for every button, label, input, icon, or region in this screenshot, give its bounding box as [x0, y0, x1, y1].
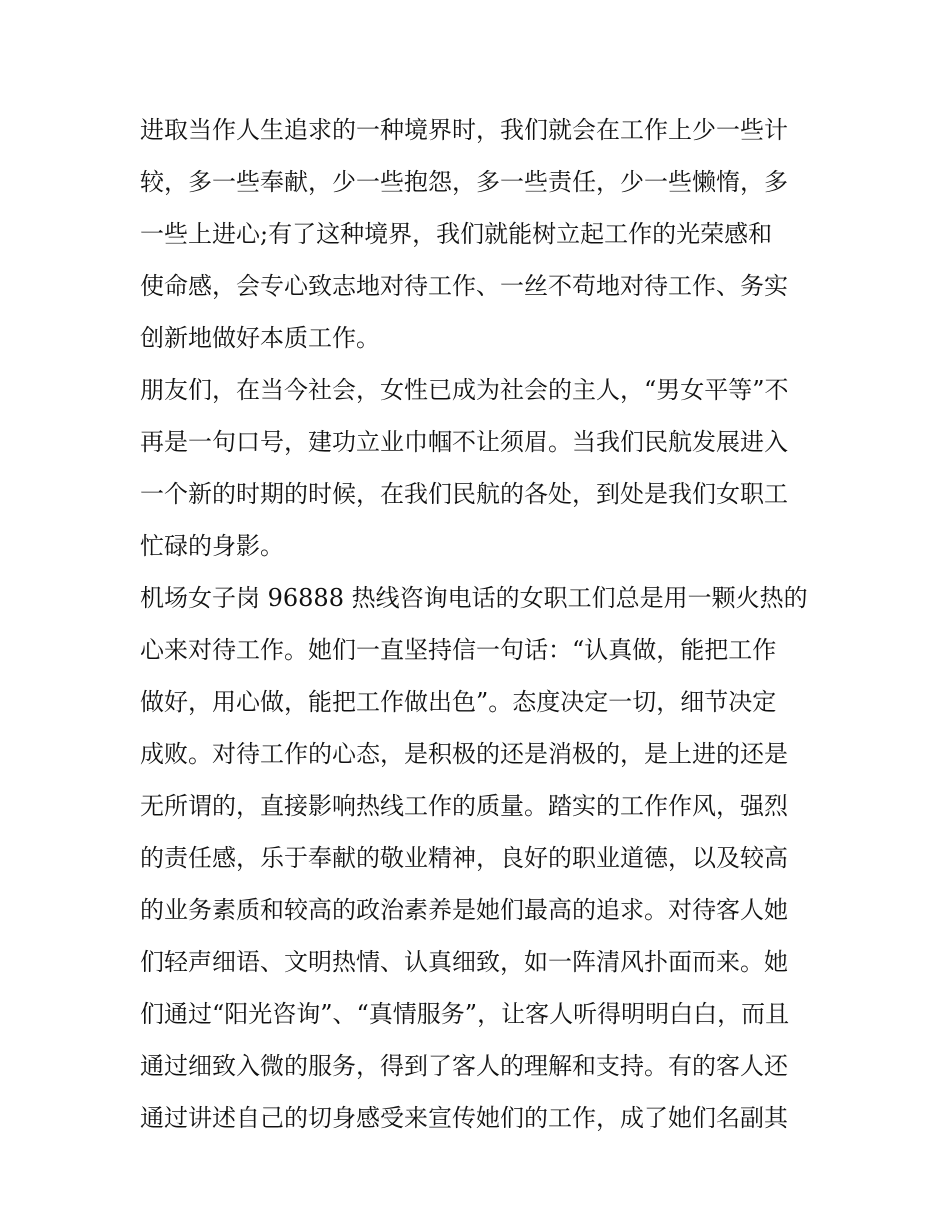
text-line: 忙碌的身影。: [140, 532, 284, 560]
text-line: 朋友们，在当今社会，女性已成为社会的主人，“男女平等”不: [140, 376, 789, 404]
text-line: 的责任感，乐于奉献的敬业精神，良好的职业道德，以及较高: [140, 844, 788, 872]
text-line: 创新地做好本质工作。: [140, 324, 380, 352]
text-line: 进取当作人生追求的一种境界时，我们就会在工作上少一些计: [140, 116, 788, 144]
text-line: 的业务素质和较高的政治素养是她们最高的追求。对待客人她: [140, 896, 788, 924]
text-line: 一个新的时期的时候，在我们民航的各处，到处是我们女职工: [140, 480, 788, 508]
text-line: 通过细致入微的服务，得到了客人的理解和支持。有的客人还: [140, 1052, 788, 1080]
text-line: 们轻声细语、文明热情、认真细致，如一阵清风扑面而来。她: [140, 948, 788, 976]
text-line: 再是一句口号，建功立业巾帼不让须眉。当我们民航发展进入: [140, 428, 788, 456]
text-line: 心来对待工作。她们一直坚持信一句话：“认真做，能把工作: [140, 636, 777, 664]
text-line: 较，多一些奉献，少一些抱怨，多一些责任，少一些懒惰，多: [140, 168, 788, 196]
text-line: 机场女子岗 96888 热线咨询电话的女职工们总是用一颗火热的: [140, 584, 808, 612]
text-line: 一些上进心;有了这种境界，我们就能树立起工作的光荣感和: [140, 220, 773, 248]
document-body: [140, 104, 812, 1144]
text-line: 成败。对待工作的心态，是积极的还是消极的，是上进的还是: [140, 740, 788, 768]
text-line: 们通过“阳光咨询”、“真情服务”，让客人听得明明白白，而且: [140, 1000, 790, 1028]
text-line: 无所谓的，直接影响热线工作的质量。踏实的工作作风，强烈: [140, 792, 788, 820]
text-line: 使命感，会专心致志地对待工作、一丝不苟地对待工作、务实: [140, 272, 788, 300]
text-line: 做好，用心做，能把工作做出色”。态度决定一切，细节决定: [140, 688, 777, 716]
text-line: 通过讲述自己的切身感受来宣传她们的工作，成了她们名副其: [140, 1104, 788, 1132]
